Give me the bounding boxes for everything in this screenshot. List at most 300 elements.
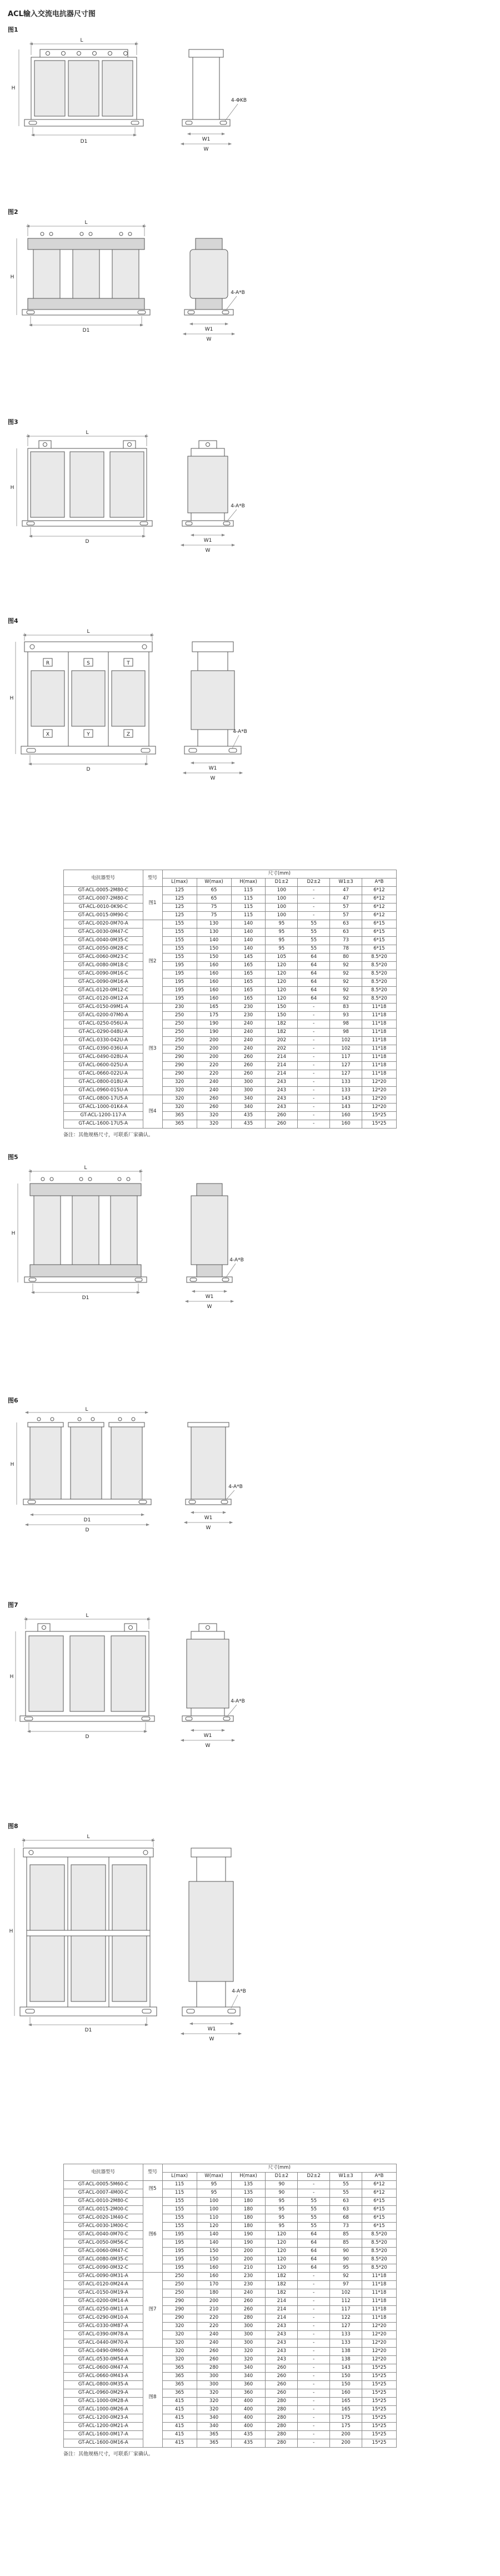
figure-2-drawing — [8, 217, 269, 412]
dim-cell: 260 — [231, 1062, 266, 1070]
dim-cell: 120 — [266, 970, 298, 979]
dim-label-width1: W1 — [208, 766, 217, 771]
col-header: W(max) — [197, 2173, 231, 2181]
dim-cell: 195 — [162, 2239, 197, 2248]
dim-label-height: H — [9, 1929, 13, 1934]
table-row — [64, 995, 397, 1004]
dim-cell: - — [298, 2439, 330, 2448]
dim-cell: 170 — [197, 2281, 231, 2289]
dim-cell: 64 — [298, 2248, 330, 2256]
dim-label-width: W — [206, 337, 212, 342]
dim-cell: 12*20 — [362, 1104, 396, 1112]
model-cell: GT-ACL-0660-022U-A — [64, 1070, 143, 1079]
dim-cell: 202 — [266, 1037, 298, 1045]
dim-cell: 64 — [298, 953, 330, 962]
dim-cell: 133 — [330, 1087, 362, 1095]
dim-cell: 8.5*20 — [362, 995, 396, 1004]
dim-cell: 6*15 — [362, 937, 396, 945]
page-title: ACL输入交流电抗器尺寸图 — [8, 10, 96, 18]
dim-cell: 92 — [330, 987, 362, 995]
dim-cell: 243 — [266, 2339, 298, 2348]
dim-cell: - — [298, 2389, 330, 2398]
figure-1 — [8, 25, 500, 202]
table-row — [64, 2214, 397, 2223]
model-cell: GT-ACL-0390-0M78-A — [64, 2331, 143, 2339]
model-cell: GT-ACL-0060-0M47-C — [64, 2248, 143, 2256]
dim-label-height: H — [11, 1231, 16, 1236]
dim-cell: 150 — [197, 945, 231, 953]
dim-cell: 100 — [197, 2198, 231, 2206]
dim-cell: 160 — [197, 995, 231, 1004]
dim-cell: 150 — [330, 2381, 362, 2389]
model-cell: GT-ACL-0960-015U-A — [64, 1087, 143, 1095]
figure-8-side-view — [182, 1848, 246, 2042]
dim-cell: 290 — [162, 2306, 197, 2314]
dim-cell: 300 — [231, 2323, 266, 2331]
model-cell: GT-ACL-0120-0M12-A — [64, 995, 143, 1004]
model-cell: GT-ACL-0250-0M11-A — [64, 2306, 143, 2314]
dim-label-height: H — [10, 1462, 14, 1467]
dim-cell: 250 — [162, 2289, 197, 2298]
dim-cell: 120 — [266, 2239, 298, 2248]
dim-cell: 11*18 — [362, 1029, 396, 1037]
model-cell: GT-ACL-0010-0K90-C — [64, 903, 143, 912]
dim-cell: 180 — [197, 2289, 231, 2298]
dim-cell: 15*25 — [362, 2389, 396, 2398]
dim-cell: 125 — [162, 912, 197, 920]
dim-cell: 6*12 — [362, 912, 396, 920]
dim-cell: - — [298, 2381, 330, 2389]
col-header: D1±2 — [266, 878, 298, 887]
dim-cell: 8.5*20 — [362, 987, 396, 995]
model-cell: GT-ACL-0040-0M70-C — [64, 2231, 143, 2239]
terminal-label-Y: Y — [87, 732, 90, 737]
figure-8-drawing — [8, 1831, 269, 2154]
dim-cell: 320 — [162, 2339, 197, 2348]
col-header: D2±2 — [298, 2173, 330, 2181]
figure-7-label: 图7 — [8, 1601, 18, 1609]
dim-cell: - — [298, 2423, 330, 2431]
dim-cell: 138 — [330, 2356, 362, 2364]
model-cell: GT-ACL-0290-048U-A — [64, 1029, 143, 1037]
figure-1-label: 图1 — [8, 26, 18, 33]
dim-cell: 214 — [266, 1062, 298, 1070]
dim-label-width: W — [210, 776, 216, 781]
figure-ref-cell: 图1 — [143, 887, 162, 920]
terminal-label-S: S — [87, 661, 90, 666]
dim-label-depth: D1 — [83, 1517, 91, 1523]
dim-cell: 140 — [231, 937, 266, 945]
model-cell: GT-ACL-0960-0M29-A — [64, 2389, 143, 2398]
dim-cell: 100 — [266, 895, 298, 903]
table-row — [64, 2439, 397, 2448]
dim-cell: 165 — [197, 1004, 231, 1012]
dim-cell: 300 — [197, 2381, 231, 2389]
figure-3-label: 图3 — [8, 418, 18, 426]
dim-cell: 340 — [231, 1104, 266, 1112]
dimension-table — [63, 2164, 397, 2448]
dim-cell: - — [298, 1070, 330, 1079]
dim-cell: 6*15 — [362, 2214, 396, 2223]
dim-cell: 340 — [197, 2414, 231, 2423]
dim-cell: 115 — [162, 2189, 197, 2198]
dim-cell: 120 — [266, 2264, 298, 2273]
dim-cell: 250 — [162, 1037, 197, 1045]
figure-1-side-view — [182, 49, 247, 152]
dim-cell: 143 — [330, 2364, 362, 2373]
dim-cell: - — [298, 2373, 330, 2381]
dim-cell: 55 — [298, 2214, 330, 2223]
dim-cell: 280 — [197, 2364, 231, 2373]
dim-cell: 415 — [162, 2414, 197, 2423]
dim-cell: 12*20 — [362, 2348, 396, 2356]
dim-cell: 95 — [266, 2223, 298, 2231]
dim-cell: 340 — [231, 2364, 266, 2373]
model-cell: GT-ACL-0015-0M90-C — [64, 912, 143, 920]
dim-cell: - — [298, 895, 330, 903]
dim-cell: 75 — [197, 903, 231, 912]
dim-cell: 155 — [162, 2223, 197, 2231]
dim-cell: 64 — [298, 2231, 330, 2239]
model-cell: GT-ACL-1600-17U5-A — [64, 1120, 143, 1129]
figure-8 — [8, 1821, 500, 2154]
figure-6-label: 图6 — [8, 1397, 18, 1404]
hole-note: 4-A*B — [233, 729, 247, 735]
dim-cell: 110 — [197, 2214, 231, 2223]
table-row — [64, 1112, 397, 1120]
dim-label-width: W — [203, 147, 209, 152]
dim-cell: 160 — [197, 987, 231, 995]
dim-cell: 65 — [197, 895, 231, 903]
dim-cell: - — [298, 887, 330, 895]
dim-cell: 47 — [330, 887, 362, 895]
dim-cell: 92 — [330, 2273, 362, 2281]
dim-cell: 90 — [266, 2189, 298, 2198]
dim-cell: 160 — [197, 2273, 231, 2281]
dimension-table-1 — [63, 870, 397, 1129]
dim-cell: 6*15 — [362, 920, 396, 928]
figure-5-label: 图5 — [8, 1154, 18, 1161]
table-row — [64, 2198, 397, 2206]
table-row — [64, 945, 397, 953]
dim-cell: 195 — [162, 2231, 197, 2239]
figure-4-front-view — [10, 629, 156, 772]
dim-cell: - — [298, 1079, 330, 1087]
dim-label-height: H — [11, 86, 16, 91]
model-cell: GT-ACL-0200-0M14-A — [64, 2298, 143, 2306]
table-row — [64, 1079, 397, 1087]
figure-7-side-view — [182, 1624, 245, 1749]
dim-cell: 260 — [231, 1070, 266, 1079]
dim-cell: 105 — [266, 953, 298, 962]
dim-cell: 6*15 — [362, 2206, 396, 2214]
model-cell: GT-ACL-0530-0M54-A — [64, 2356, 143, 2364]
dim-cell: 250 — [162, 2281, 197, 2289]
figure-2-front-view — [11, 220, 150, 333]
col-header-figure: 型号 — [143, 2164, 162, 2181]
dim-cell: 280 — [266, 2414, 298, 2423]
dim-cell: 15*25 — [362, 2364, 396, 2373]
dim-cell: 11*18 — [362, 2306, 396, 2314]
hole-note: 4-ΦKB — [231, 98, 247, 103]
model-cell: GT-ACL-1200-0M21-A — [64, 2423, 143, 2431]
terminal-label-X: X — [46, 732, 50, 737]
table-row — [64, 2206, 397, 2214]
table-row — [64, 2298, 397, 2306]
dim-cell: 214 — [266, 2298, 298, 2306]
figure-ref-cell: 图3 — [143, 1004, 162, 1095]
dim-cell: 135 — [231, 2181, 266, 2189]
dim-cell: 155 — [162, 2198, 197, 2206]
dim-cell: 320 — [162, 2348, 197, 2356]
model-cell: GT-ACL-1000-0M26-A — [64, 2406, 143, 2414]
dim-cell: 11*18 — [362, 2281, 396, 2289]
table-row — [64, 1087, 397, 1095]
table-row — [64, 2414, 397, 2423]
table-row — [64, 2431, 397, 2439]
dim-cell: - — [298, 2306, 330, 2314]
dim-cell: 240 — [231, 1029, 266, 1037]
dim-cell: 8.5*20 — [362, 2264, 396, 2273]
figure-6-front-view — [11, 1407, 151, 1533]
dim-cell: 98 — [330, 1020, 362, 1029]
dim-cell: 140 — [231, 928, 266, 937]
dim-cell: 260 — [266, 2389, 298, 2398]
table-row — [64, 2181, 397, 2189]
dim-label-depth2: D — [85, 1527, 89, 1533]
model-cell: GT-ACL-0490-0M60-A — [64, 2348, 143, 2356]
dim-cell: 300 — [231, 1079, 266, 1087]
figure-1-drawing — [8, 35, 269, 202]
dim-cell: 133 — [330, 2339, 362, 2348]
dim-cell: 122 — [330, 2314, 362, 2323]
model-cell: GT-ACL-0020-1M40-C — [64, 2214, 143, 2223]
table-row — [64, 2373, 397, 2381]
dim-cell: 150 — [197, 2256, 231, 2264]
dim-cell: 260 — [197, 1095, 231, 1104]
dim-cell: 280 — [231, 2314, 266, 2323]
table-row — [64, 2281, 397, 2289]
dim-cell: - — [298, 1054, 330, 1062]
table-row — [64, 962, 397, 970]
dim-cell: 200 — [197, 1045, 231, 1054]
dim-cell: 6*12 — [362, 887, 396, 895]
dim-cell: 280 — [266, 2423, 298, 2431]
dim-cell: 143 — [330, 1095, 362, 1104]
dim-label-depth: D — [85, 1734, 89, 1740]
figure-4 — [8, 616, 500, 860]
table-row — [64, 1037, 397, 1045]
dim-cell: 55 — [330, 2189, 362, 2198]
dim-cell: 182 — [266, 2273, 298, 2281]
dim-cell: 73 — [330, 937, 362, 945]
dim-cell: 195 — [162, 987, 197, 995]
dim-label-depth: D — [85, 539, 89, 545]
dim-cell: 92 — [330, 962, 362, 970]
dim-cell: 95 — [266, 2214, 298, 2223]
dim-cell: 140 — [231, 920, 266, 928]
model-cell: GT-ACL-1600-0M16-A — [64, 2439, 143, 2448]
model-cell: GT-ACL-1200-117-A — [64, 1112, 143, 1120]
dim-cell: 64 — [298, 962, 330, 970]
table-row — [64, 2289, 397, 2298]
dim-label-height: H — [9, 1674, 14, 1680]
dim-cell: 55 — [298, 920, 330, 928]
figure-3-drawing — [8, 427, 269, 611]
dim-cell: 165 — [231, 970, 266, 979]
dim-label-width1: W1 — [203, 538, 212, 543]
dim-label-width1: W1 — [204, 327, 213, 332]
dim-cell: 11*18 — [362, 1062, 396, 1070]
figure-6 — [8, 1396, 500, 1595]
table-2-note: 备注：其他规格尺寸，可联系厂家确认。 — [63, 2452, 154, 2457]
dim-cell: 415 — [162, 2439, 197, 2448]
dim-label-width1: W1 — [204, 1515, 213, 1521]
table-row — [64, 2248, 397, 2256]
dim-cell: 100 — [197, 2206, 231, 2214]
model-cell: GT-ACL-0250-056U-A — [64, 1020, 143, 1029]
dim-cell: 260 — [197, 2348, 231, 2356]
dim-cell: 195 — [162, 979, 197, 987]
model-cell: GT-ACL-0330-0M87-A — [64, 2323, 143, 2331]
table-row — [64, 2256, 397, 2264]
model-cell: GT-ACL-0007-2M80-C — [64, 895, 143, 903]
dim-cell: 180 — [231, 2198, 266, 2206]
figure-2-side-view — [184, 238, 245, 342]
dim-cell: 63 — [330, 2198, 362, 2206]
table-row — [64, 1054, 397, 1062]
col-header-dims-group: 尺寸(mm) — [162, 2164, 396, 2173]
dim-cell: 320 — [162, 2331, 197, 2339]
figure-6-side-view — [186, 1422, 243, 1531]
dim-cell: 243 — [266, 2356, 298, 2364]
col-header-figure: 型号 — [143, 870, 162, 887]
dim-cell: 155 — [162, 920, 197, 928]
model-cell: GT-ACL-0010-2M80-C — [64, 2198, 143, 2206]
dim-cell: 130 — [197, 928, 231, 937]
dim-cell: 15*25 — [362, 2406, 396, 2414]
table-row — [64, 887, 397, 895]
dim-cell: 120 — [266, 2256, 298, 2264]
table-row — [64, 1104, 397, 1112]
dim-cell: 12*20 — [362, 2356, 396, 2364]
dim-cell: 95 — [266, 945, 298, 953]
dim-cell: 280 — [266, 2439, 298, 2448]
dim-cell: 11*18 — [362, 1037, 396, 1045]
dim-cell: 135 — [231, 2189, 266, 2198]
dim-cell: 85 — [330, 2231, 362, 2239]
figure-7-front-view — [10, 1613, 154, 1740]
dim-cell: - — [298, 2431, 330, 2439]
dim-cell: 260 — [231, 2306, 266, 2314]
dim-cell: 320 — [162, 1095, 197, 1104]
dim-cell: 143 — [330, 1104, 362, 1112]
dim-cell: 100 — [266, 912, 298, 920]
model-cell: GT-ACL-0090-0M16-A — [64, 979, 143, 987]
dim-label-depth: D1 — [84, 2028, 92, 2033]
dim-cell: 11*18 — [362, 1045, 396, 1054]
dim-cell: 340 — [197, 2423, 231, 2431]
dim-cell: 243 — [266, 2331, 298, 2339]
table-row — [64, 1020, 397, 1029]
dim-cell: 195 — [162, 995, 197, 1004]
model-cell: GT-ACL-0120-0M12-C — [64, 987, 143, 995]
table-row — [64, 2189, 397, 2198]
model-cell: GT-ACL-0800-0M35-A — [64, 2381, 143, 2389]
dim-cell: 11*18 — [362, 1012, 396, 1020]
dim-cell: 64 — [298, 2239, 330, 2248]
table-row — [64, 970, 397, 979]
model-cell: GT-ACL-0390-036U-A — [64, 1045, 143, 1054]
dim-cell: 127 — [330, 2323, 362, 2331]
dim-cell: 8.5*20 — [362, 962, 396, 970]
dim-cell: 415 — [162, 2398, 197, 2406]
dim-cell: - — [298, 2181, 330, 2189]
dim-cell: 230 — [231, 1004, 266, 1012]
dim-cell: 120 — [266, 995, 298, 1004]
figure-5 — [8, 1152, 500, 1390]
figure-ref-cell: 图7 — [143, 2273, 162, 2348]
table-row — [64, 1095, 397, 1104]
dim-cell: 180 — [231, 2214, 266, 2223]
dim-cell: - — [298, 2281, 330, 2289]
dim-cell: 11*18 — [362, 1070, 396, 1079]
dim-cell: 180 — [231, 2206, 266, 2214]
dim-cell: 102 — [330, 1045, 362, 1054]
table-row — [64, 2398, 397, 2406]
dim-cell: 102 — [330, 2289, 362, 2298]
dim-cell: 90 — [330, 2248, 362, 2256]
dim-cell: 320 — [231, 2356, 266, 2364]
model-cell: GT-ACL-0030-0M47-C — [64, 928, 143, 937]
dim-cell: 145 — [231, 953, 266, 962]
dim-cell: 100 — [266, 903, 298, 912]
dim-cell: 95 — [197, 2181, 231, 2189]
table-row — [64, 2314, 397, 2323]
dim-cell: 98 — [330, 1029, 362, 1037]
dim-cell: 15*25 — [362, 2439, 396, 2448]
dim-cell: 230 — [231, 2281, 266, 2289]
table-row — [64, 2381, 397, 2389]
dim-cell: 260 — [231, 1054, 266, 1062]
dim-cell: 250 — [162, 1020, 197, 1029]
figure-ref-cell: 图6 — [143, 2198, 162, 2273]
terminal-label-T: T — [127, 661, 130, 666]
table-row — [64, 903, 397, 912]
model-cell: GT-ACL-0080-0M18-C — [64, 962, 143, 970]
table-row — [64, 2364, 397, 2373]
table-row — [64, 912, 397, 920]
dim-cell: 195 — [162, 2256, 197, 2264]
dim-label-width1: W1 — [205, 1294, 214, 1300]
table-row — [64, 1070, 397, 1079]
dim-cell: - — [298, 912, 330, 920]
dim-cell: 55 — [298, 2223, 330, 2231]
dim-cell: 280 — [266, 2398, 298, 2406]
dimension-table — [63, 870, 397, 1129]
table-row — [64, 1045, 397, 1054]
table-row — [64, 2264, 397, 2273]
dim-cell: - — [298, 2189, 330, 2198]
table-row — [64, 2339, 397, 2348]
dim-cell: 220 — [197, 1070, 231, 1079]
dim-cell: 280 — [266, 2431, 298, 2439]
dim-cell: 115 — [231, 895, 266, 903]
dim-cell: 55 — [330, 2181, 362, 2189]
dim-cell: - — [298, 2348, 330, 2356]
dim-label-width1: W1 — [202, 137, 211, 142]
dim-cell: 190 — [231, 2231, 266, 2239]
